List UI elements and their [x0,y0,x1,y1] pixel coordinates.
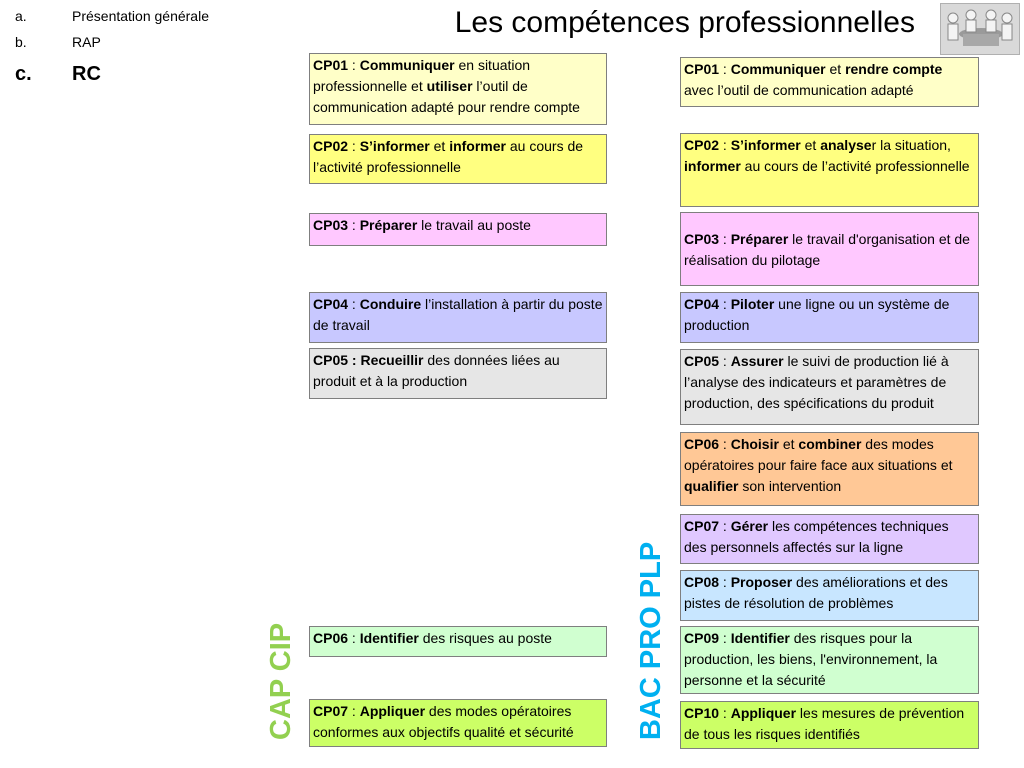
competency-text: : [348,296,360,312]
competency-text: des données liées au produit et à la production [313,352,560,389]
competency-keyword: Conduire [359,296,422,312]
competency-keyword: Choisir [730,436,779,452]
competency-keyword: CP02 [313,138,349,154]
competency-text: l’installation à partir du poste de travail [313,296,603,333]
competency-text: : [719,630,731,646]
competency-text: : [719,518,731,534]
competency-text: : [719,296,731,312]
competency-keyword: CP05 [684,353,720,369]
competency-keyword: CP06 [684,436,720,452]
competency-text: au cours de l’activité professionnelle [313,138,584,175]
competency-text: au cours de l’activité professionnelle [740,158,970,174]
competency-text: des risques au poste [418,630,552,646]
competency-text: des modes opératoires conformes aux objectifs qualité et sécurité [313,703,574,740]
competency-text: le travail au poste [417,217,531,233]
competency-text: les compétences techniques des personnels affectés sur la ligne [684,518,949,555]
competency-text: en situation professionnelle et [313,57,531,94]
competency-text: : [348,138,360,154]
competency-text: : [719,137,731,153]
competency-text: le travail d'organisation et de réalisation du pilotage [684,231,970,268]
competency-text: : [348,630,360,646]
competency-keyword: CP08 [684,574,720,590]
competency-text: : [719,705,731,721]
nav-marker: c. [15,63,32,85]
competency-keyword: S’informer [730,137,801,153]
competency-keyword: Préparer [359,217,418,233]
competency-text: des risques pour la production, les biens, l'environnement, la personne et la sécurité [684,630,938,688]
cap-cp06-box [309,626,607,657]
competency-keyword: Gérer [730,518,769,534]
cap-cp03-box [309,213,607,246]
cap-cp05-box [309,348,607,399]
cap-cp07-box [309,699,607,747]
competency-keyword: analyse [820,137,872,153]
cap-cp02-box [309,134,607,184]
competency-text: : [719,574,731,590]
competency-text: avec l’outil de communication adapté [684,82,914,98]
page-title: Les compétences professionnelles [454,6,915,39]
competency-text: et [778,436,799,452]
competency-keyword: Assurer [730,353,784,369]
bac-cp01-box [680,57,979,107]
competency-keyword: CP09 [684,630,720,646]
cap-cp01-box [309,53,607,125]
competency-text: et [429,138,450,154]
meeting-icon [940,3,1020,55]
competency-keyword: CP03 [313,217,349,233]
bac-cp05-box [680,349,979,425]
competency-keyword: Communiquer [730,61,826,77]
bac-cp07-box [680,514,979,564]
competency-keyword: combiner [798,436,862,452]
competency-keyword: Appliquer [359,703,426,719]
bac-cp09-box [680,626,979,694]
competency-keyword: Proposer [730,574,793,590]
competency-text: des modes opératoires pour faire face aux situations et [684,436,953,473]
competency-text: : [719,61,731,77]
competency-keyword: CP04 [684,296,720,312]
bac-cp03-box [680,212,979,286]
cap-cp04-box [309,292,607,343]
nav-marker: a. [15,8,27,24]
bac-cp08-box [680,570,979,621]
competency-keyword: Communiquer [359,57,455,73]
competency-text: r la situation, [871,137,951,153]
competency-text: son intervention [738,478,842,494]
bac-cp02-box [680,133,979,207]
competency-text: : [348,703,360,719]
competency-keyword: Appliquer [730,705,797,721]
nav-marker: b. [15,34,27,50]
competency-text: l’outil de communication adapté pour rendre compte [313,78,580,115]
nav-label: RC [72,63,101,85]
competency-keyword: Identifier [730,630,790,646]
competency-text: : [348,217,360,233]
competency-text: : [719,436,731,452]
competency-keyword: utiliser [426,78,473,94]
competency-text: des améliorations et des pistes de résolution de problèmes [684,574,948,611]
competency-keyword: CP10 [684,705,720,721]
competency-keyword: CP03 [684,231,720,247]
competency-text: le suivi de production lié à l’analyse des indicateurs et paramètres de production, des spécifications du produit [684,353,949,411]
competency-keyword: qualifier [684,478,739,494]
competency-keyword: Piloter [730,296,775,312]
competency-keyword: CP02 [684,137,720,153]
competency-keyword: CP05 : Recueillir [313,352,424,368]
competency-text: et [800,137,821,153]
competency-text: et [825,61,846,77]
competency-keyword: informer [449,138,506,154]
bac-cp06-box [680,432,979,506]
bac-cp04-box [680,292,979,343]
competency-text: : [348,57,360,73]
competency-text: une ligne ou un système de production [684,296,950,333]
nav-label: RAP [72,34,101,50]
bac-pro-plp-label: BAC PRO PLP [635,541,667,740]
nav-label: Présentation générale [72,8,209,24]
competency-keyword: CP06 [313,630,349,646]
competency-keyword: CP01 [313,57,349,73]
competency-keyword: Préparer [730,231,789,247]
competency-keyword: CP04 [313,296,349,312]
competency-keyword: S’informer [359,138,430,154]
competency-text: les mesures de prévention de tous les risques identifiés [684,705,965,742]
competency-keyword: CP07 [684,518,720,534]
competency-keyword: CP07 [313,703,349,719]
cap-cip-label: CAP CIP [265,622,297,740]
competency-keyword: CP01 [684,61,720,77]
bac-cp10-box [680,701,979,749]
competency-keyword: Identifier [359,630,419,646]
competency-keyword: informer [684,158,741,174]
competency-keyword: rendre compte [845,61,943,77]
competency-text: : [719,353,731,369]
competency-text: : [719,231,731,247]
